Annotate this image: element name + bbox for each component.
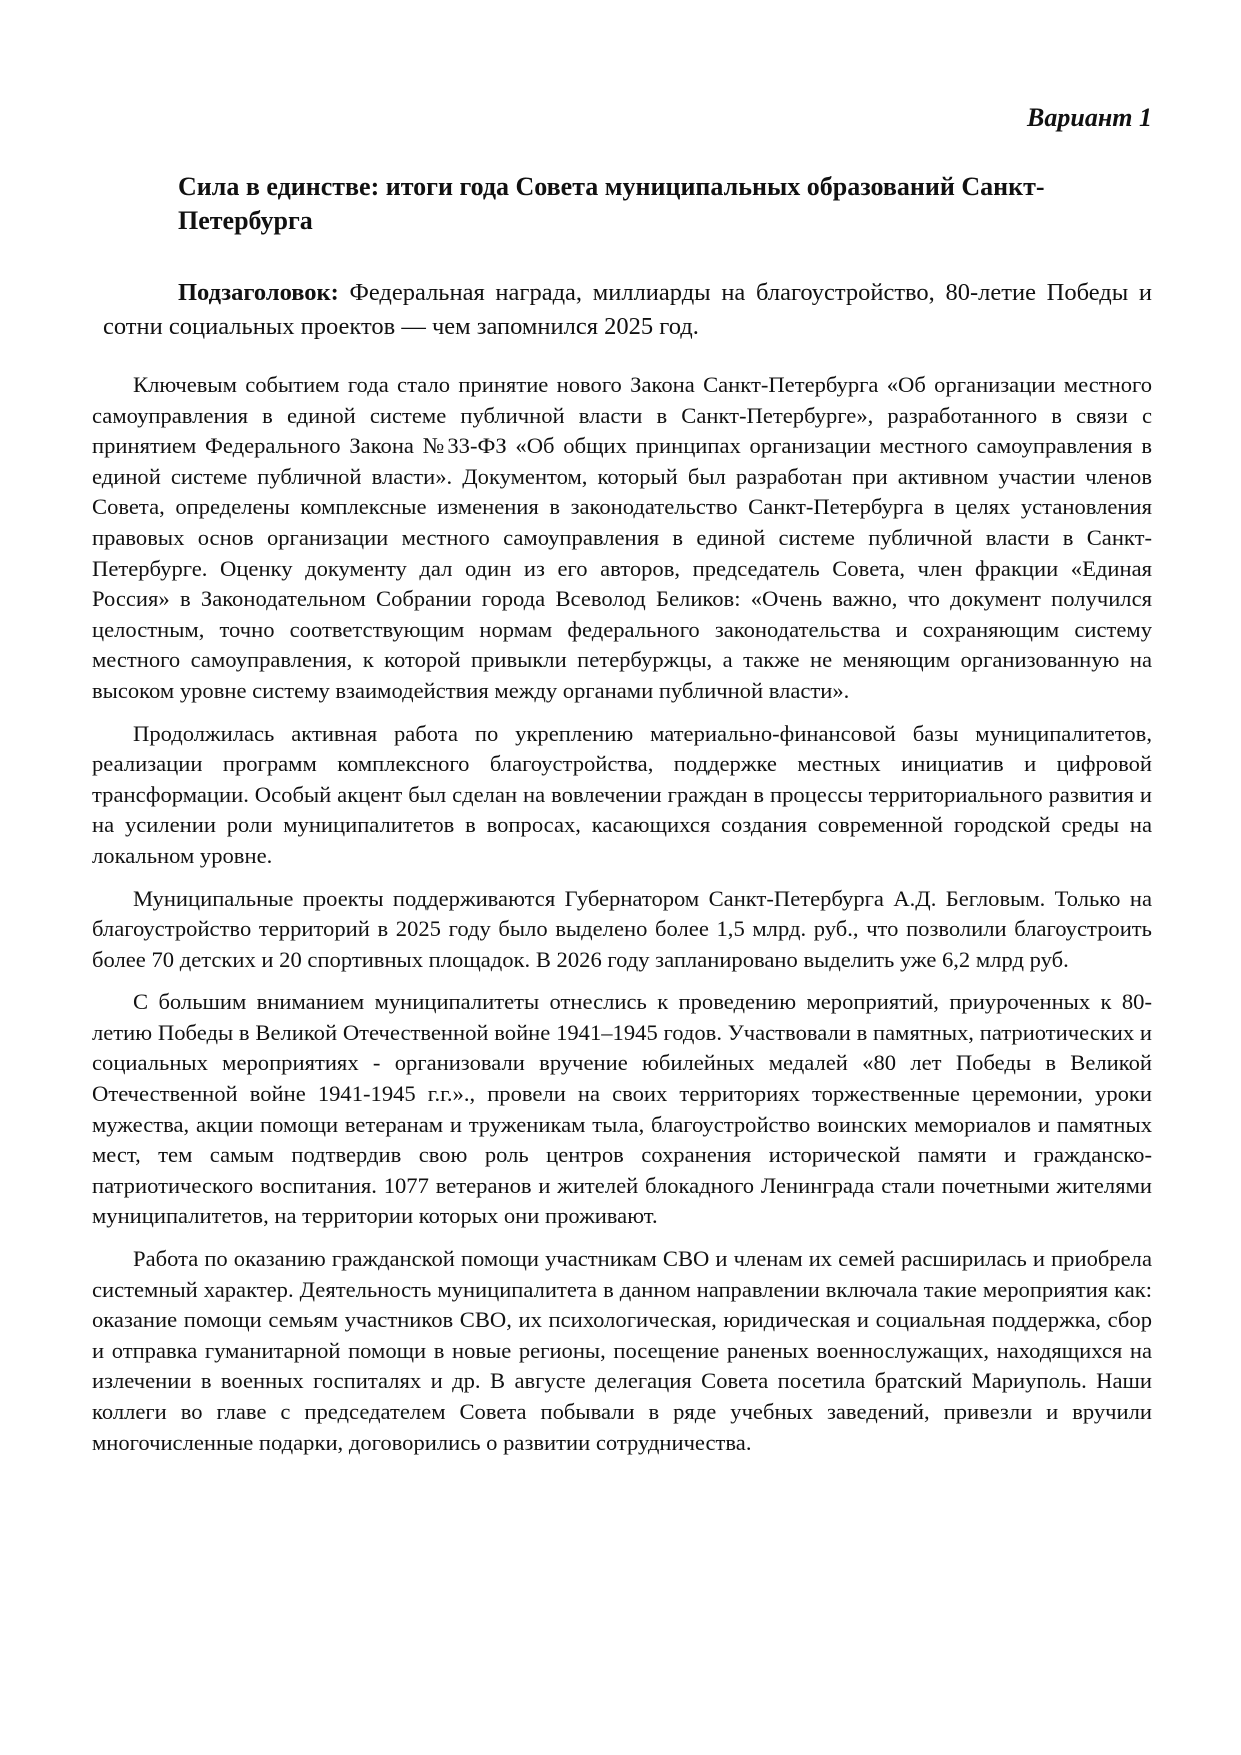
- paragraph-svo-support: Работа по оказанию гражданской помощи участникам СВО и членам их семей расширилась и приобрела системный характер. Деятельность муниципалитета в данном направлении включала такие мероприятия как: оказание помощи семьям участников СВО, их психологическая, юридическая и социальная поддержка, сбор и отправка гуманитарной помощи в новые регионы, посещение раненых военнослужащих, находящихся на излечении в военных госпиталях и др. В августе делегация Совета посетила братский Мариуполь. Наши коллеги во главе с председателем Совета побывали в ряде учебных заведений, привезли и вручили многочисленные подарки, договорились о развитии сотрудничества.: [92, 1246, 1152, 1455]
- article-body: [92, 370, 1152, 1470]
- variant-label: Вариант 1: [1027, 103, 1152, 132]
- paragraph-municipal-development: Продолжилась активная работа по укреплению материально-финансовой базы муниципалитетов, реализации программ комплексного благоустройства, поддержке местных инициатив и цифровой трансформации. Особый акцент был сделан на вовлечении граждан в процессы территориального развития и на усилении роли муниципалитетов в вопросах, касающихся создания современной городской среды на локальном уровне.: [92, 720, 1152, 868]
- subtitle-text: Федеральная награда, миллиарды на благоустройство, 80-летие Победы и сотни социальных проектов — чем запомнился 2025 год.: [103, 279, 1152, 340]
- paragraph-victory-anniversary: С большим вниманием муниципалитеты отнеслись к проведению мероприятий, приуроченных к 80-летию Победы в Великой Отечественной войне 1941–1945 годов. Участвовали в памятных, патриотических и социальных мероприятиях - организовали вручение юбилейных медалей «80 лет Победы в Великой Отечественной войне 1941-1945 г.г.»., провели на своих территориях торжественные церемонии, уроки мужества, акции помощи ветеранам и труженикам тыла, благоустройство воинских мемориалов и памятных мест, тем самым подтвердив свою роль центров сохранения исторической памяти и гражданско-патриотического воспитания. 1077 ветеранов и жителей блокадного Ленинграда стали почетными жителями муниципалитетов, на территории которых они проживают.: [92, 989, 1152, 1229]
- article-subtitle: [103, 276, 1152, 344]
- article-title: Сила в единстве: итоги года Совета муниципальных образований Санкт-Петербурга: [178, 172, 1045, 235]
- subtitle-label: Подзаголовок:: [178, 279, 339, 306]
- paragraph-local-government-law: Ключевым событием года стало принятие нового Закона Санкт-Петербурга «Об организации местного самоуправления в единой системе публичной власти в Санкт-Петербурге», разработанного в связи с принятием Федерального Закона №33-ФЗ «Об общих принципах организации местного самоуправления в единой системе публичной власти». Документом, который был разработан при активном участии членов Совета, определены комплексные изменения в законодательство Санкт-Петербурга в целях установления правовых основ организации местного самоуправления в единой системе публичной власти в Санкт-Петербурге. Оценку документу дал один из его авторов, председатель Совета, член фракции «Единая Россия» в Законодательном Собрании города Всеволод Беликов: «Очень важно, что документ получился целостным, точно соответствующим нормам федерального законодательства и сохраняющим систему местного самоуправления, к которой привыкли петербуржцы, а также не меняющим организованную на высоком уровне систему взаимодействия между органами публичной власти».: [92, 372, 1152, 703]
- paragraph-governor-funding: Муниципальные проекты поддерживаются Губернатором Санкт-Петербурга А.Д. Бегловым. Только на благоустройство территорий в 2025 году было выделено более 1,5 млрд. руб., что позволили благоустроить более 70 детских и 20 спортивных площадок. В 2026 году запланировано выделить уже 6,2 млрд руб.: [92, 885, 1152, 972]
